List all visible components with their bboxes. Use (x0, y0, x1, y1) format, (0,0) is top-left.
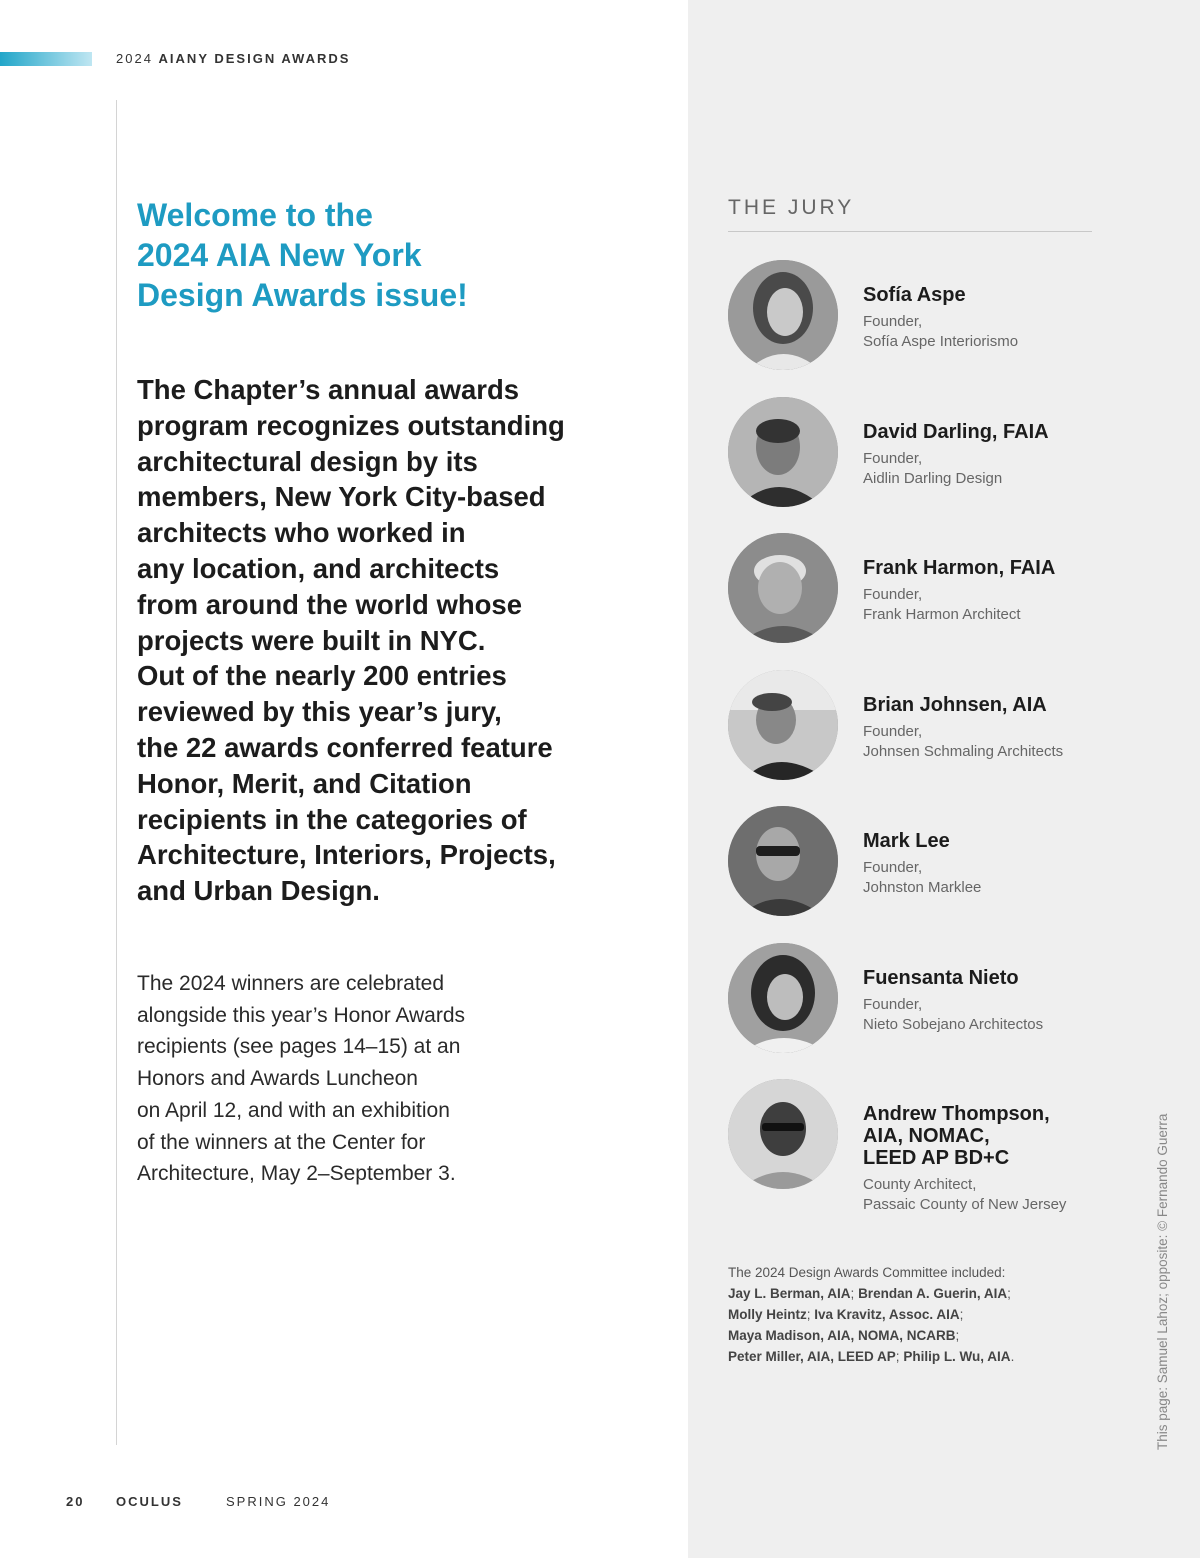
committee-member: Peter Miller, AIA, LEED AP (728, 1349, 896, 1364)
juror-info (863, 557, 1055, 625)
committee-member: Philip L. Wu, AIA (903, 1349, 1011, 1364)
juror-portrait (728, 260, 838, 370)
intro-line: The Chapter’s annual awards (137, 374, 520, 405)
intro-line: members, New York City-based (137, 481, 546, 513)
issue-label: SPRING 2024 (226, 1494, 331, 1509)
jury-divider (728, 231, 1092, 232)
juror-role: Founder, Nieto Sobejano Architectos (863, 996, 1044, 1033)
jury-heading: THE JURY (728, 196, 855, 219)
committee-intro: The 2024 Design Awards Committee included: (728, 1265, 1006, 1280)
juror-info (863, 967, 1043, 1035)
juror-role: County Architect, Passaic County of New Jersey (863, 1176, 1067, 1213)
intro-line: and Urban Design. (137, 875, 380, 907)
juror-info (863, 421, 1049, 489)
juror-portrait (728, 806, 838, 916)
committee-list: The 2024 Design Awards Committee included: Jay L. Berman, AIA; Brendan A. Guerin, AIA; Molly Heintz; Iva Kravitz, Assoc. AIA; Maya Madison, AIA, NOMA, NCARB; Peter Miller, AIA, LEED AP; Philip L. Wu, AIA. (728, 1265, 1015, 1364)
intro-line: Out of the nearly 200 entries (137, 660, 507, 692)
page-number: 20 (66, 1494, 85, 1509)
juror-role: Founder, Johnston Marklee (863, 859, 982, 896)
intro-line: any location, and architects (137, 552, 500, 584)
welcome-line: Design Awards issue! (137, 277, 468, 313)
welcome-line: Welcome to the (137, 197, 373, 233)
juror-info (863, 284, 1018, 352)
juror-role: Founder, Frank Harmon Architect (863, 586, 1021, 623)
juror-name: Sofía Aspe (863, 284, 966, 306)
body-line: recipients (see pages 14–15) at an (137, 1035, 461, 1059)
intro-line: Architecture, Interiors, Projects, (137, 839, 556, 871)
column-rule (116, 100, 117, 1445)
juror-portrait (728, 533, 838, 643)
welcome-line: 2024 AIA New York (137, 237, 422, 273)
intro-paragraph (137, 372, 607, 909)
body-line: of the winners at the Center for (137, 1130, 426, 1154)
intro-line: architectural design by its (137, 445, 478, 477)
accent-bar (0, 52, 92, 66)
intro-line: architects who worked in (137, 517, 466, 549)
intro-line: reviewed by this year’s jury, (137, 696, 502, 728)
intro-line: Honor, Merit, and Citation (137, 767, 472, 799)
juror-role: Founder, Johnsen Schmaling Architects (863, 723, 1064, 760)
juror-name: Fuensanta Nieto (863, 967, 1019, 989)
intro-line: from around the world whose (137, 588, 523, 620)
juror-name: Andrew Thompson, AIA, NOMAC, LEED AP BD+C (863, 1103, 1050, 1169)
header-title: AIANY DESIGN AWARDS (158, 51, 351, 66)
juror-name: David Darling, FAIA (863, 421, 1049, 443)
juror-info (863, 830, 981, 898)
body-line: alongside this year’s Honor Awards (137, 1003, 466, 1027)
committee-member: Jay L. Berman, AIA (728, 1286, 851, 1301)
juror-role: Founder, Aidlin Darling Design (863, 450, 1003, 487)
welcome-heading (137, 195, 617, 315)
running-header (116, 51, 350, 66)
juror-info (863, 1103, 1066, 1215)
photo-credit: This page: Samuel Lahoz; opposite: © Fernando Guerra (1155, 1113, 1170, 1450)
juror-portrait (728, 670, 838, 780)
juror-name: Brian Johnsen, AIA (863, 694, 1047, 716)
juror-role: Founder, Sofía Aspe Interiorismo (863, 313, 1019, 350)
intro-line: the 22 awards conferred feature (137, 731, 553, 763)
magazine-name: OCULUS (116, 1494, 183, 1509)
committee-member: Iva Kravitz, Assoc. AIA (814, 1307, 960, 1322)
body-line: Architecture, May 2–September 3. (137, 1162, 456, 1186)
juror-name: Frank Harmon, FAIA (863, 557, 1056, 579)
body-paragraph (137, 968, 517, 1190)
committee-member: Molly Heintz (728, 1307, 807, 1322)
body-line: Honors and Awards Luncheon (137, 1067, 418, 1091)
header-year: 2024 (116, 51, 153, 66)
intro-line: projects were built in NYC. (137, 624, 486, 656)
body-line: The 2024 winners are celebrated (137, 972, 445, 995)
intro-line: program recognizes outstanding (137, 409, 565, 441)
juror-portrait (728, 943, 838, 1053)
body-line: on April 12, and with an exhibition (137, 1098, 450, 1122)
juror-portrait (728, 397, 838, 507)
juror-portrait (728, 1079, 838, 1189)
juror-info (863, 694, 1063, 762)
intro-line: recipients in the categories of (137, 803, 527, 835)
juror-name: Mark Lee (863, 830, 950, 852)
committee-member: Maya Madison, AIA, NOMA, NCARB (728, 1328, 956, 1343)
committee-member: Brendan A. Guerin, AIA (858, 1286, 1008, 1301)
